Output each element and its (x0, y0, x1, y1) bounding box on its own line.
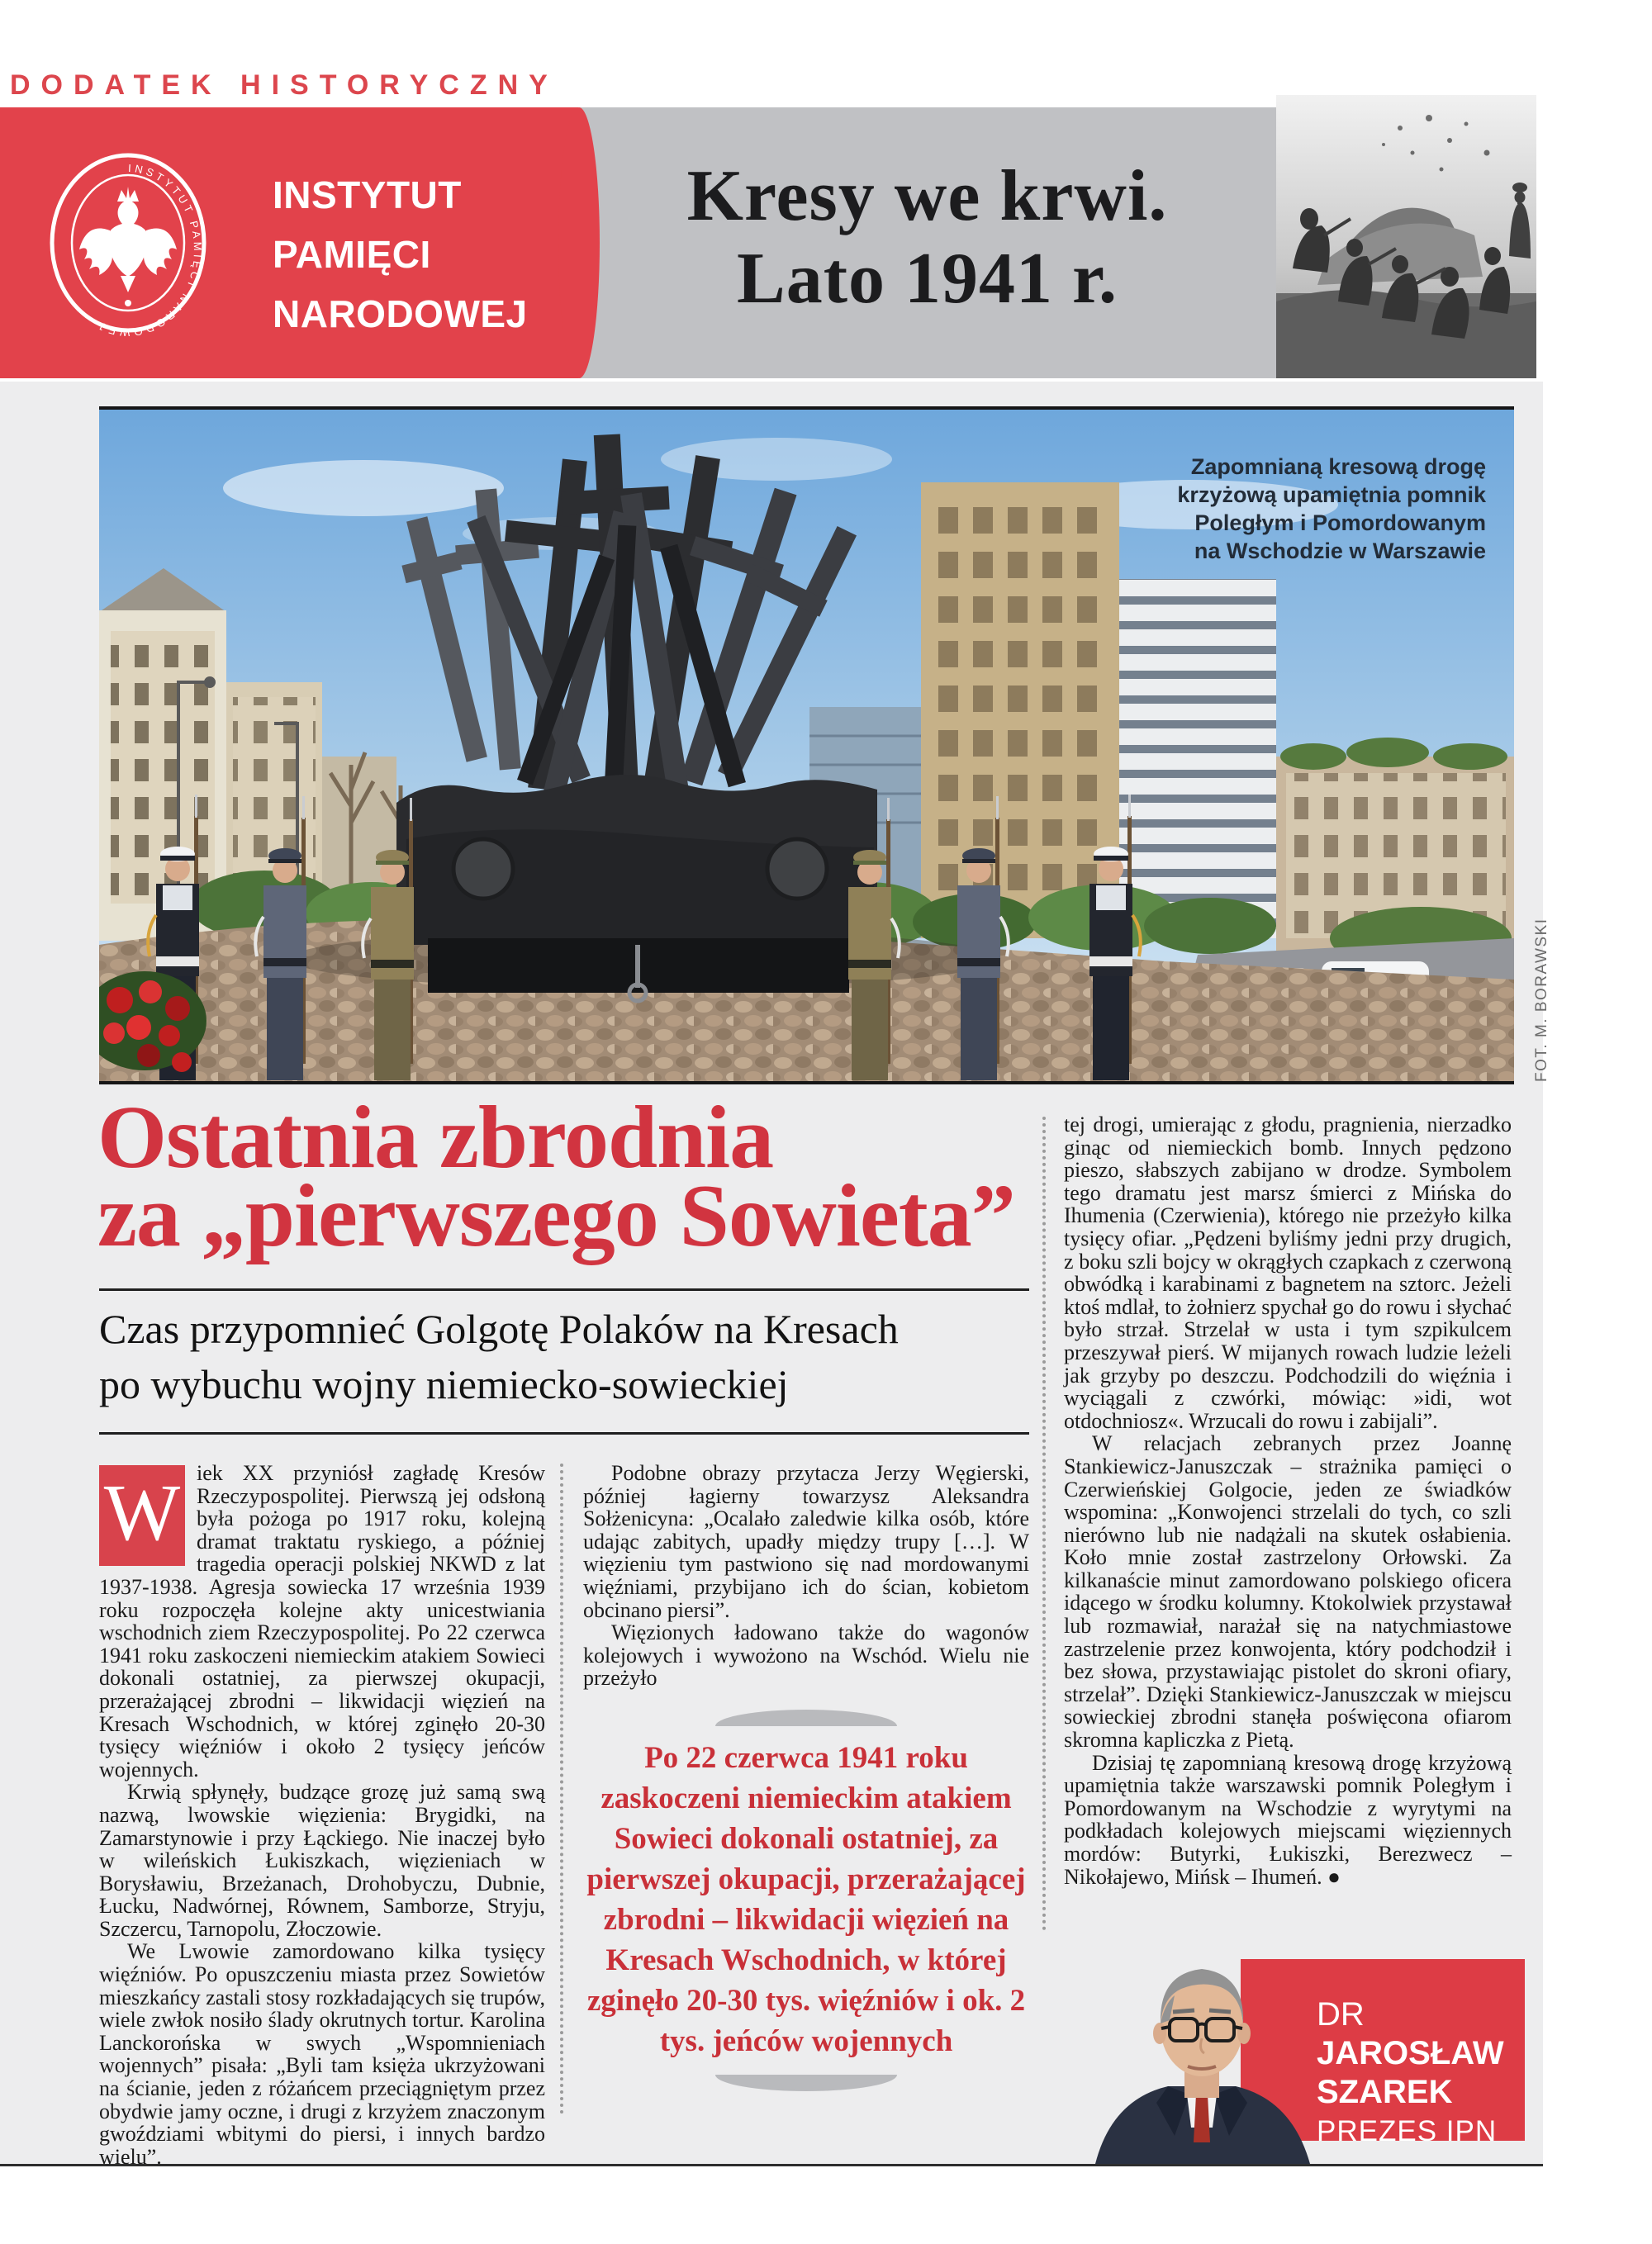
archival-photo-illustration (1276, 95, 1536, 378)
article-subtitle: Czas przypomnieć Golgotę Polaków na Kresach po wybuchu wojny niemiecko-sowieckiej (99, 1306, 899, 1407)
photo-credit: FOT. M. BORAWSKI (1533, 918, 1550, 1082)
paragraph: Dzisiaj tę zapomnianą kresową drogę krzyżową upamiętnia także warszawski pomnik Poległym i Pomordowanym na Wschodzie z wyrytymi na podkładach kolejowych miejscami więziennych mordów: Butyrki, Łukiszki, Berezwecz – Nikołajewo, Mińsk – Ihumeń. ● (1064, 1750, 1512, 1889)
author-name-line2: SZAREK (1317, 2074, 1453, 2110)
quote-ornament-bottom-icon (715, 2075, 897, 2091)
column-divider (560, 1464, 563, 2114)
column-1 (99, 1462, 545, 2168)
ipn-name-line: PAMIĘCI (273, 233, 431, 276)
headline-rule (99, 1288, 1029, 1291)
author-role: PREZES IPN (1317, 2115, 1498, 2147)
ipn-masthead-curve (558, 107, 600, 378)
drop-cap: W (99, 1465, 185, 1566)
pull-quote-block (583, 1710, 1029, 2091)
seal-ring-text: INSTYTUT PAMIĘCI NARODOWEJ • (82, 161, 205, 336)
paragraph: Podobne obrazy przytacza Jerzy Węgierski, później łagierny towarzysz Aleksandra Sołżenicyna: „Ocalało zaledwie kilka osób, które udając zabitych, upadły między trupy […]. W więzieniu tym pastwiono się nad mordowanymi więźniami, przybijano ich do ścian, kobietom obcinano piersi”. (583, 1461, 1029, 1622)
column-2 (583, 1462, 1029, 2091)
column-3 (1064, 1113, 1512, 1888)
paragraph: We Lwowie zamordowano kilka tysięcy więźniów. Po opuszczeniu miasta przez Sowietów mieszkańcy zastali stosy rozkładających się trupów, wiele zwłok nosiło ślady okrutnych tortur. Karolina Lanckorońska w swych „Wspomnieniach wojennych” pisała: „Byli tam księża ukrzyżowani na ścianie, jeden z różańcem przeciągniętym przez obydwie jamy oczne, i drugi z krzyżem znaczonym gwoździami wbitymi do piersi, i innych bardzo wielu”. (99, 1939, 545, 2169)
subtitle-rule (99, 1432, 1029, 1435)
paragraph: tej drogi, umierając z głodu, pragnienia, nierzadko ginąc od niemieckich bomb. Innych pędzono pieszo, słabszych zabijano w drodze. Symbolem tego dramatu jest marsz śmierci z Mińska do Ihumenia (Czerwienia), którego nie przeżyło kilka tysięcy ofiar. „Pędzeni byliśmy jedni przy drugich, z boku szli bojcy w okrągłych czapkach z czerwoną obwódką i karabinami z bagnetem na sztorc. Jeżeli ktoś mdlał, to żołnierz spychał go do rowu i słychać było strzał. Strzelał w usta i tym szpikulcem przeszywał pierś. W mijanych rowach ludzie leżeli jak grzyby po deszczu. Podchodzili do więźnia i wyciągali z czwórki, mówiąc: »idi, wot otdochniosz«. Wrzucali do rowu i zabijali”. (1064, 1113, 1512, 1433)
author-portrait-illustration (1089, 1941, 1315, 2164)
edition-banner (578, 107, 1276, 378)
ipn-name-line: INSTYTUT (273, 173, 462, 216)
paragraph: W iek XX przyniósł zagładę Kresów Rzeczypospolitej. Pierwszą jej odsłoną była pożoga po 1917 roku, kolejną dramat traktatu ryskiego, a później tragedia operacji polskiej NKWD z lat 1937-1938. Agresja sowiecka 17 września 1939 roku rozpoczęła kolejne akty unicestwiania wschodnich ziem Rzeczypospolitej. Po 22 czerwca 1941 roku zaskoczeni niemieckim atakiem Sowieci dokonali ostatniej, za pierwszej okupacji, przerażającej zbrodni – likwidacji więzień na Kresach Wschodnich, w której zginęło 20-30 tysięcy więźniów i około 2 tysięcy jeńców wojennych. (99, 1461, 545, 1781)
monument-photo (99, 406, 1514, 1084)
paragraph: W relacjach zebranych przez Joannę Stankiewicz-Januszczak – strażnika pamięci o Czerwieńskiej Golgocie, jeden ze świadków wspomina: „Konwojenci strzelali do tych, co szli nierówno lub nie nadążali na skutek osłabienia. Koło mnie został zastrzelony Orłowski. Za kilkanaście minut zamordowano polskiego oficera idącego w środku kolumny. Ktokolwiek przystawał lub rozmawiał, narażał się na natychmiastowe zastrzelenie przez konwojenta, który podchodził i bez słowa, przystawiając pistolet do skroni ofiary, strzelał”. Dzięki Stankiewicz-Januszczak w miejscu sowieckiej zbrodni stanęła poświęcona ofiarom skromna kapliczka z Pietą. (1064, 1431, 1512, 1753)
ipn-name-line: NARODOWEJ (273, 292, 528, 335)
quote-ornament-top-icon (715, 1710, 897, 1726)
photo-caption: Zapomnianą kresową drogę krzyżową upamiętnia pomnik Poległym i Pomordowanym na Wschodzie w Warszawie (1177, 454, 1486, 563)
paragraph: Krwią spłynęły, budzące grozę już samą swą nazwą, lwowskie więzienia: Brygidki, na Zamarstynowie i przy Łąckiego. Nie inaczej było w wileńskich Łukiszkach, więzieniach w Borysławiu, Brzeżanach, Drohobyczu, Dubnie, Łucku, Nadwórnej, Równem, Samborze, Stryju, Szczercu, Tarnopolu, Złoczowie. (99, 1780, 545, 1941)
eagle-icon (79, 187, 177, 306)
article-headline: Ostatnia zbrodnia za „pierwszego Sowieta” (97, 1089, 1015, 1265)
pull-quote: Po 22 czerwca 1941 roku zaskoczeni niemieckim atakiem Sowieci dokonali ostatniej, za pierwszej okupacji, przerażającej zbrodni – likwidacji więzień na Kresach Wschodnich, w której zginęło 20-30 tys. więźniów i ok. 2 tys. jeńców wojennych (586, 1740, 1026, 2058)
edition-title: Kresy we krwi. Lato 1941 r. (686, 156, 1168, 319)
column-divider (1042, 1117, 1046, 1931)
paragraph: Więzionych ładowano także do wagonów kolejowych i wywożono na Wschód. Wielu nie przeżyło (583, 1620, 1029, 1691)
ipn-seal-eagle-icon (48, 150, 209, 336)
author-name-line1: DR JAROSŁAW (1317, 1996, 1504, 2071)
kicker: DODATEK HISTORYCZNY (10, 69, 558, 101)
ipn-name (273, 165, 528, 344)
